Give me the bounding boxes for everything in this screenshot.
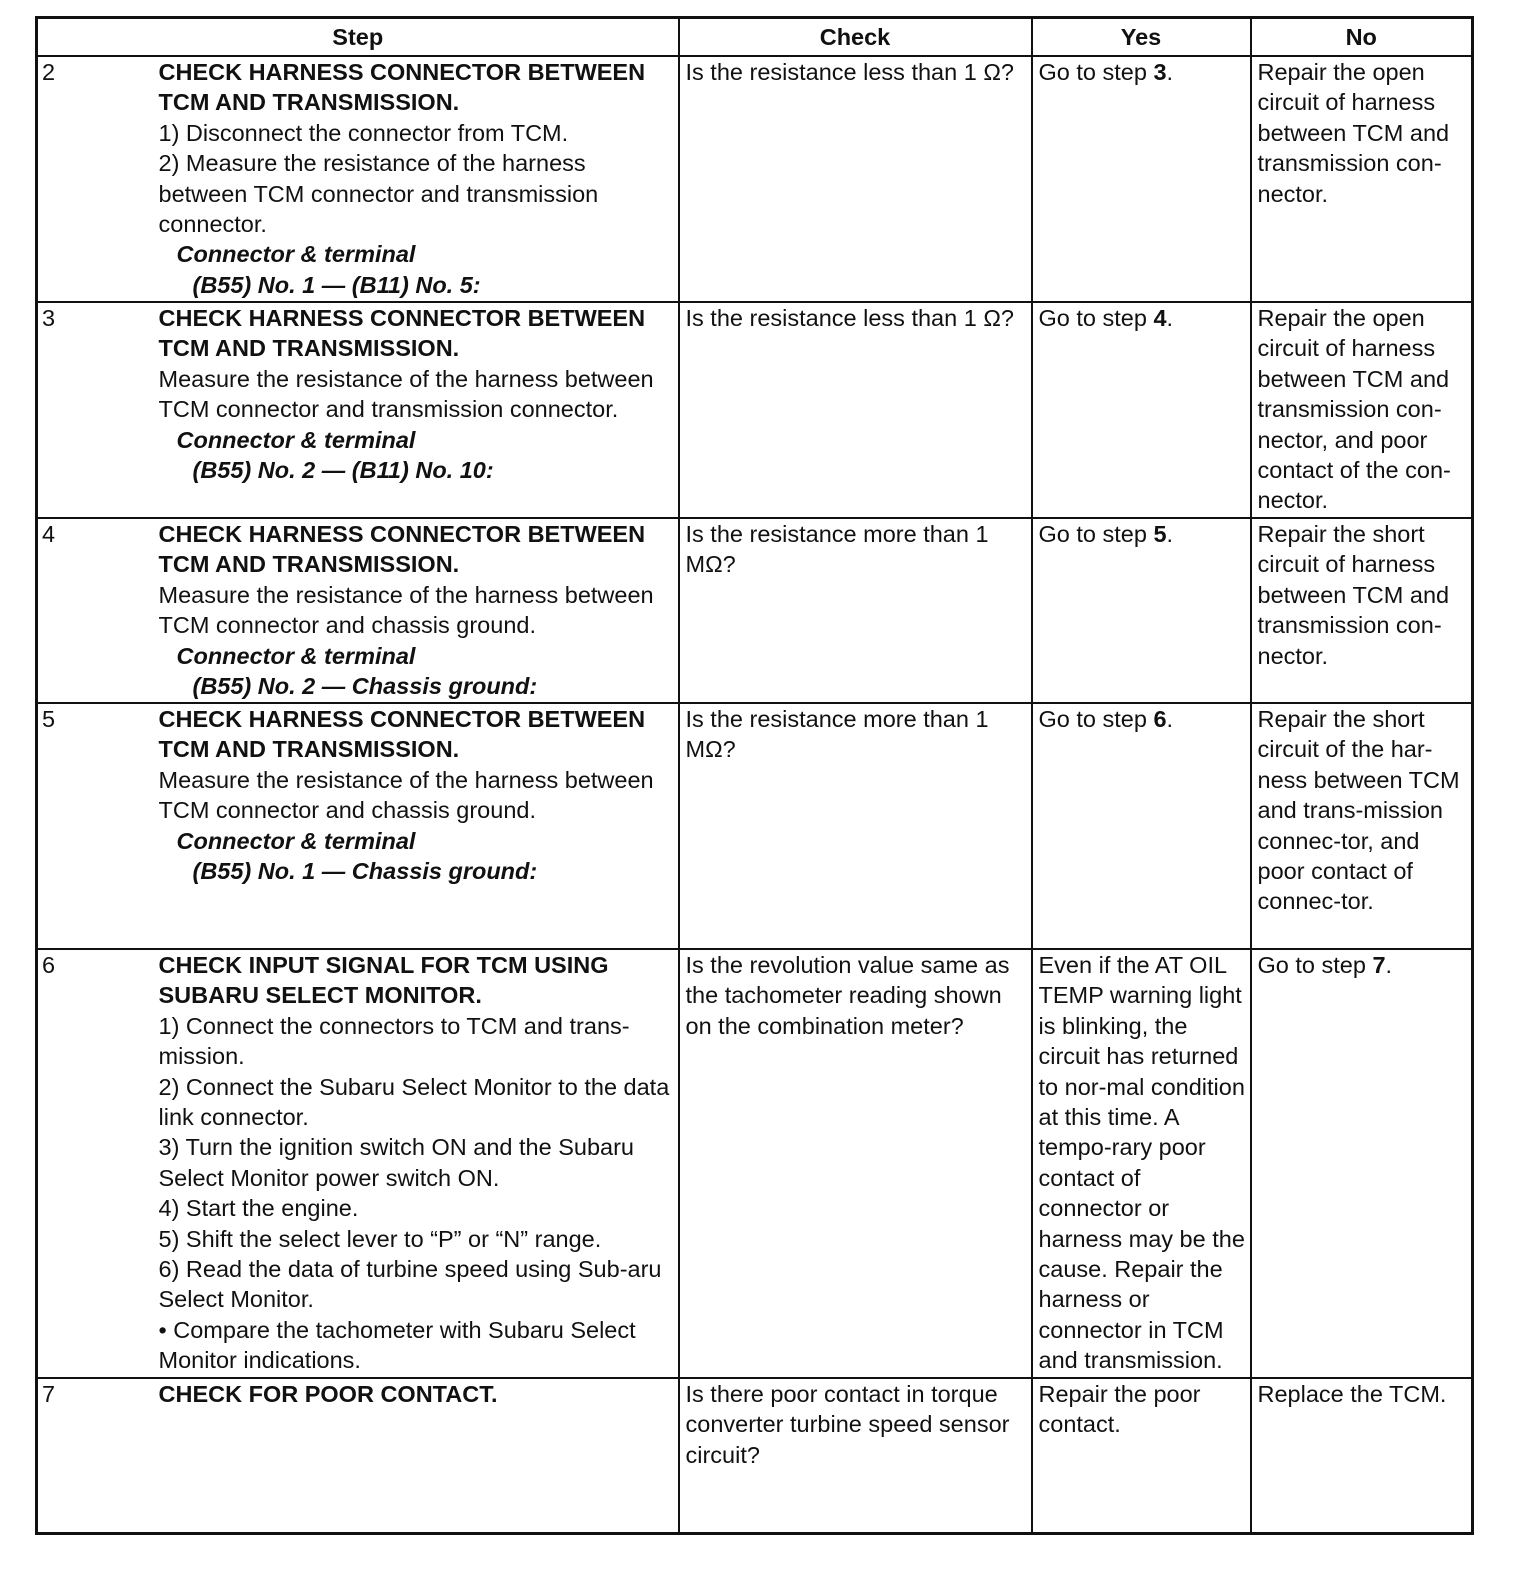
step-instruction: 5) Shift the select lever to “P” or “N” range. — [158, 1225, 602, 1252]
header-no: No — [1251, 18, 1473, 57]
no-cell: Repair the short circuit of harness between TCM and transmission con-nector. — [1251, 518, 1473, 703]
connector-terminal-value: (B55) No. 1 — Chassis ground: — [192, 858, 538, 885]
table-row — [37, 703, 1473, 949]
check-cell: Is the resistance more than 1 MΩ? — [679, 703, 1032, 949]
yes-suffix: . — [1166, 59, 1174, 85]
step-description — [155, 949, 679, 1378]
no-cell: Repair the open circuit of harness between TCM and transmission con-nector, and poor contact of the con-nector. — [1251, 302, 1473, 518]
step-description — [155, 518, 679, 703]
yes-cell: Even if the AT OIL TEMP warning light is blinking, the circuit has returned to nor-mal condition at this time. A tempo-rary poor contact of connector or harness may be the cause. Repair the harness or connector in TCM and transmission. — [1032, 949, 1251, 1378]
step-instruction: 2) Measure the resistance of the harness between TCM connector and transmission connector. — [158, 150, 599, 238]
step-instruction: Measure the resistance of the harness between TCM connector and transmission connector. — [158, 365, 654, 423]
connector-terminal-value: (B55) No. 2 — (B11) No. 10: — [192, 457, 494, 484]
step-description — [155, 703, 679, 949]
step-number: 4 — [37, 518, 155, 703]
check-cell: Is the resistance less than 1 Ω? — [679, 302, 1032, 518]
step-title: CHECK INPUT SIGNAL FOR TCM USING SUBARU SELECT MONITOR. — [158, 952, 609, 1009]
yes-text: Go to step — [1038, 305, 1154, 331]
step-instruction: Measure the resistance of the harness between TCM connector and chassis ground. — [158, 581, 654, 639]
step-title: CHECK HARNESS CONNECTOR BETWEEN TCM AND TRANSMISSION. — [158, 706, 646, 763]
step-title: CHECK HARNESS CONNECTOR BETWEEN TCM AND TRANSMISSION. — [158, 305, 646, 362]
connector-terminal-label: Connector & terminal — [176, 241, 416, 268]
table-header-row — [37, 18, 1473, 57]
yes-step-ref: 5 — [1153, 521, 1167, 547]
step-title: CHECK HARNESS CONNECTOR BETWEEN TCM AND TRANSMISSION. — [158, 59, 646, 116]
no-step-ref: 7 — [1372, 952, 1386, 978]
step-number: 6 — [37, 949, 155, 1378]
yes-suffix: . — [1166, 521, 1174, 547]
yes-cell: Repair the poor contact. — [1032, 1378, 1251, 1533]
table-row — [37, 56, 1473, 302]
connector-terminal-label: Connector & terminal — [176, 827, 416, 854]
step-description — [155, 1378, 679, 1533]
yes-cell — [1032, 56, 1251, 302]
no-cell: Replace the TCM. — [1251, 1378, 1473, 1533]
step-instruction: 4) Start the engine. — [158, 1195, 359, 1222]
yes-step-ref: 3 — [1153, 59, 1167, 85]
diagnostic-table — [35, 16, 1474, 1535]
yes-suffix: . — [1166, 305, 1174, 331]
step-instruction: 3) Turn the ignition switch ON and the Subaru Select Monitor power switch ON. — [158, 1134, 634, 1191]
step-instruction: Measure the resistance of the harness between TCM connector and chassis ground. — [158, 766, 654, 824]
yes-text: Go to step — [1038, 521, 1154, 547]
step-number: 5 — [37, 703, 155, 949]
yes-suffix: . — [1166, 706, 1174, 732]
check-cell: Is the resistance less than 1 Ω? — [679, 56, 1032, 302]
step-number: 2 — [37, 56, 155, 302]
step-title: CHECK HARNESS CONNECTOR BETWEEN TCM AND TRANSMISSION. — [158, 521, 646, 578]
yes-text: Go to step — [1038, 59, 1154, 85]
no-cell: Repair the short circuit of the har-ness between TCM and trans-mission connec-tor, and poor contact of connec-tor. — [1251, 703, 1473, 949]
yes-cell — [1032, 703, 1251, 949]
check-cell: Is the resistance more than 1 MΩ? — [679, 518, 1032, 703]
yes-step-ref: 6 — [1153, 706, 1167, 732]
no-cell: Repair the open circuit of harness between TCM and transmission con-nector. — [1251, 56, 1473, 302]
no-text: Go to step — [1257, 952, 1373, 978]
yes-step-ref: 4 — [1153, 305, 1167, 331]
no-suffix: . — [1385, 952, 1393, 978]
yes-text: Go to step — [1038, 706, 1154, 732]
table-row — [37, 518, 1473, 703]
yes-cell — [1032, 518, 1251, 703]
table-row — [37, 949, 1473, 1378]
step-instruction: 1) Disconnect the connector from TCM. — [158, 119, 569, 146]
yes-cell — [1032, 302, 1251, 518]
connector-terminal-value: (B55) No. 2 — Chassis ground: — [192, 673, 538, 700]
connector-terminal-value: (B55) No. 1 — (B11) No. 5: — [192, 271, 481, 298]
check-cell: Is the revolution value same as the tachometer reading shown on the combination meter? — [679, 949, 1032, 1378]
step-description — [155, 56, 679, 302]
table-row — [37, 302, 1473, 518]
check-cell: Is there poor contact in torque converter turbine speed sensor circuit? — [679, 1378, 1032, 1533]
step-note-bullet: • Compare the tachometer with Subaru Select Monitor indications. — [158, 1316, 636, 1374]
step-number: 7 — [37, 1378, 155, 1533]
table-row — [37, 1378, 1473, 1533]
header-check: Check — [679, 18, 1032, 57]
step-title: CHECK FOR POOR CONTACT. — [158, 1381, 498, 1407]
step-instruction: 2) Connect the Subaru Select Monitor to the data link connector. — [158, 1073, 670, 1131]
step-description — [155, 302, 679, 518]
connector-terminal-label: Connector & terminal — [176, 426, 416, 453]
step-instruction: 1) Connect the connectors to TCM and trans-mission. — [158, 1012, 630, 1070]
no-cell — [1251, 949, 1473, 1378]
connector-terminal-label: Connector & terminal — [176, 642, 416, 669]
step-number: 3 — [37, 302, 155, 518]
step-instruction: 6) Read the data of turbine speed using Sub-aru Select Monitor. — [158, 1256, 662, 1313]
header-step: Step — [37, 18, 679, 57]
header-yes: Yes — [1032, 18, 1251, 57]
